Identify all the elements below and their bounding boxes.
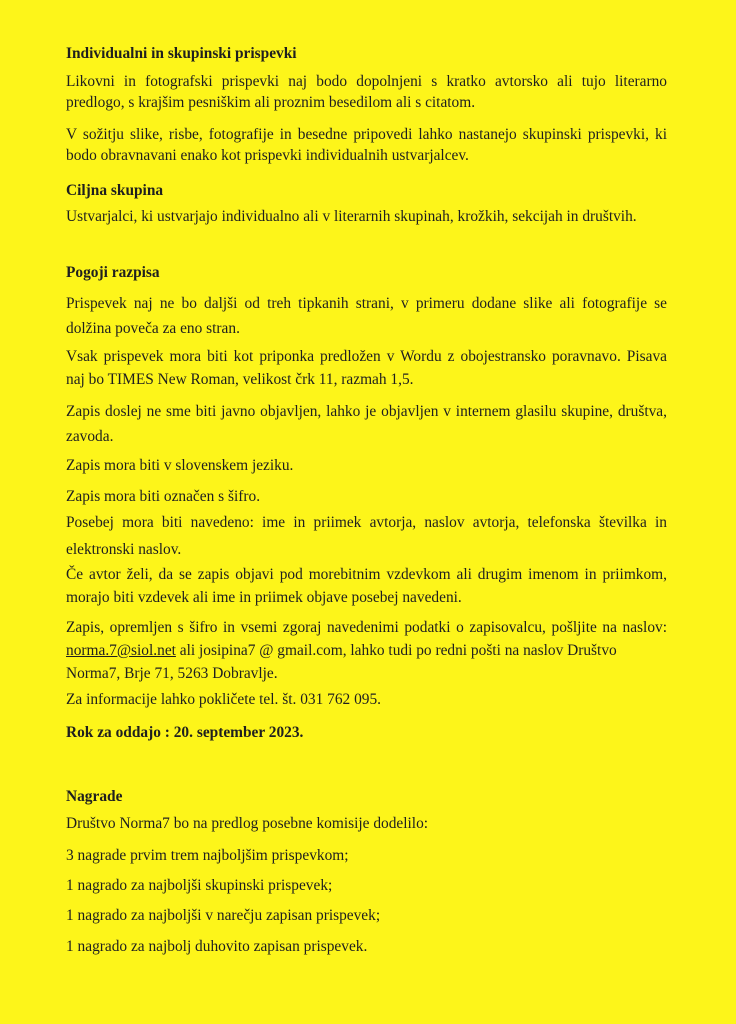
paragraph-line: Likovni in fotografski prispevki naj bodo dopolnjeni s kratko avtorsko ali tujo literarno xyxy=(66,73,667,90)
paragraph-line: bodo obravnavani enako kot prispevki individualnih ustvarjalcev. xyxy=(66,147,469,164)
heading-conditions: Pogoji razpisa xyxy=(66,264,160,281)
paragraph-line: dolžina poveča za eno stran. xyxy=(66,320,240,337)
paragraph-line xyxy=(66,641,617,660)
paragraph-line: Ustvarjalci, ki ustvarjajo individualno ali v literarnih skupinah, krožkih, sekcijah in društvih. xyxy=(66,208,637,225)
paragraph-line: zavoda. xyxy=(66,428,114,445)
paragraph-line: elektronski naslov. xyxy=(66,541,182,558)
paragraph-line: Za informacije lahko pokličete tel. št. 031 762 095. xyxy=(66,691,381,708)
award-item: 3 nagrade prvim trem najboljšim prispevkom; xyxy=(66,847,349,864)
paragraph-line: Posebej mora biti navedeno: ime in priimek avtorja, naslov avtorja, telefonska številka in xyxy=(66,514,667,531)
paragraph-line: Prispevek naj ne bo daljši od treh tipkanih strani, v primeru dodane slike ali fotografije se xyxy=(66,295,667,312)
paragraph-line: Društvo Norma7 bo na predlog posebne komisije dodelilo: xyxy=(66,815,429,832)
paragraph-line: V sožitju slike, risbe, fotografije in besedne pripovedi lahko nastanejo skupinski prispevki, ki xyxy=(66,126,667,143)
paragraph-line: Vsak prispevek mora biti kot priponka predložen v Wordu z obojestransko poravnavo. Pisava xyxy=(66,348,667,365)
heading-target-group: Ciljna skupina xyxy=(66,182,164,199)
award-item: 1 nagrado za najboljši v narečju zapisan prispevek; xyxy=(66,907,381,924)
award-item: 1 nagrado za najbolj duhovito zapisan prispevek. xyxy=(66,938,368,955)
paragraph-line: Zapis doslej ne sme biti javno objavljen, lahko je objavljen v internem glasilu skupine, društva, xyxy=(66,403,667,420)
paragraph-line: Zapis, opremljen s šifro in vsemi zgoraj navedenimi podatki o zapisovalcu, pošljite na naslov: xyxy=(66,619,667,636)
paragraph-line: predlogo, s krajšim pesniškim ali proznim besedilom ali s citatom. xyxy=(66,94,476,111)
paragraph-line-rest: ali josipina7 @ gmail.com, lahko tudi po redni pošti na naslov Društvo xyxy=(175,642,617,659)
paragraph-line: Zapis mora biti označen s šifro. xyxy=(66,488,261,505)
email-link[interactable]: norma.7@siol.net xyxy=(66,642,176,659)
paragraph-line: Če avtor želi, da se zapis objavi pod morebitnim vzdevkom ali drugim imenom in priimkom, xyxy=(66,566,667,583)
deadline: Rok za oddajo : 20. september 2023. xyxy=(66,724,304,741)
heading-individual: Individualni in skupinski prispevki xyxy=(66,45,297,62)
award-item: 1 nagrado za najboljši skupinski prispevek; xyxy=(66,877,333,894)
heading-awards: Nagrade xyxy=(66,788,123,805)
paragraph-line: Norma7, Brje 71, 5263 Dobravlje. xyxy=(66,665,278,682)
paragraph-line: naj bo TIMES New Roman, velikost črk 11, razmah 1,5. xyxy=(66,371,414,388)
paragraph-line: Zapis mora biti v slovenskem jeziku. xyxy=(66,457,294,474)
paragraph-line: morajo biti vzdevek ali ime in priimek objave posebej navedeni. xyxy=(66,589,462,606)
